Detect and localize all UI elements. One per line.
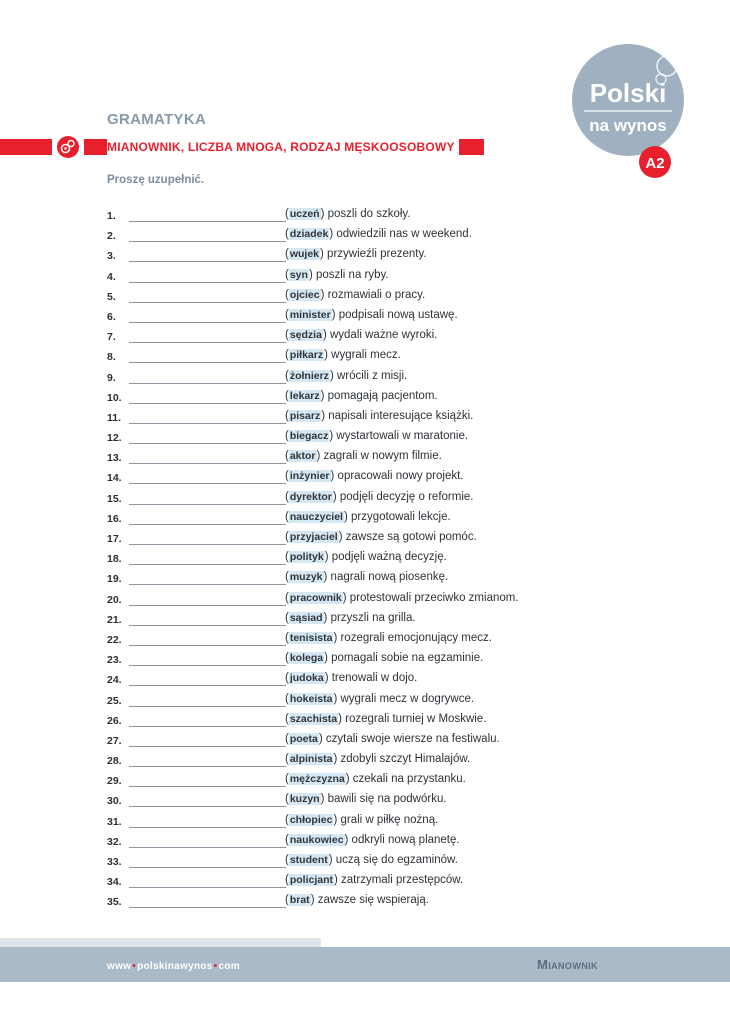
exercise-sentence: (polityk) podjęli ważną decyzję. [285, 551, 447, 564]
exercise-sentence: (sędzia) wydali ważne wyroki. [285, 329, 438, 342]
sentence-rest: ) odwiedzili nas w weekend. [329, 228, 472, 241]
exercise-row [107, 570, 667, 590]
base-word: minister [289, 308, 331, 321]
exercise-number: 28. [107, 755, 122, 768]
exercise-row [107, 490, 667, 510]
sentence-rest: ) pomagają pacjentom. [320, 389, 438, 402]
exercise-row [107, 712, 667, 732]
exercise-sentence: (pisarz) napisali interesujące książki. [285, 409, 474, 422]
base-word: piłkarz [289, 349, 324, 362]
exercise-number: 32. [107, 835, 122, 848]
answer-blank[interactable] [129, 605, 286, 606]
page-subtitle: MIANOWNIK, LICZBA MNOGA, RODZAJ MĘSKOOSOBOWY [107, 139, 459, 155]
exercise-row [107, 510, 667, 530]
exercise-sentence: (aktor) zagrali w nowym filmie. [285, 450, 442, 463]
exercise-number: 19. [107, 573, 122, 586]
sentence-rest: ) zagrali w nowym filmie. [316, 450, 442, 463]
sentence-rest: ) wygrali mecz. [324, 349, 401, 362]
exercise-number: 24. [107, 674, 122, 687]
exercise-sentence: (syn) poszli na ryby. [285, 268, 389, 281]
answer-blank[interactable] [129, 322, 286, 323]
instruction: Proszę uzupełnić. [107, 174, 205, 186]
exercise-number: 30. [107, 795, 122, 808]
exercise-number: 21. [107, 613, 122, 626]
exercise-sentence: (inżynier) opracowali nowy projekt. [285, 470, 464, 483]
answer-blank[interactable] [129, 302, 286, 303]
exercise-number: 35. [107, 896, 122, 909]
answer-blank[interactable] [129, 282, 286, 283]
answer-blank[interactable] [129, 261, 286, 262]
answer-blank[interactable] [129, 907, 286, 908]
base-word: chłopiec [289, 813, 333, 826]
sentence-rest: ) zdobyli szczyt Himalajów. [333, 753, 471, 766]
polski-na-wynos-logo [570, 44, 688, 179]
exercise-number: 10. [107, 391, 122, 404]
sentence-rest: ) trenowali w dojo. [324, 672, 418, 685]
exercise-sentence: (poeta) czytali swoje wiersze na festiwalu. [285, 732, 500, 745]
exercise-number: 31. [107, 815, 122, 828]
exercise-sentence: (wujek) przywieźli prezenty. [285, 248, 427, 261]
exercise-sentence: (mężczyzna) czekali na przystanku. [285, 773, 466, 786]
exercise-row [107, 328, 667, 348]
base-word: poeta [289, 732, 318, 745]
base-word: pisarz [289, 409, 321, 422]
base-word: muzyk [289, 571, 323, 584]
exercise-number: 17. [107, 533, 122, 545]
exercise-row [107, 813, 667, 833]
footer-topic-label: Mianownik [537, 957, 598, 972]
answer-blank[interactable] [129, 463, 286, 464]
exercise-row [107, 348, 667, 368]
base-word: sąsiad [289, 611, 323, 624]
exercise-sentence: (judoka) trenowali w dojo. [285, 672, 418, 685]
exercise-sentence: (ojciec) rozmawiali o pracy. [285, 288, 426, 301]
answer-blank[interactable] [129, 524, 286, 525]
exercise-sentence: (muzyk) nagrali nową piosenkę. [285, 571, 449, 584]
section-title: GRAMATYKA [107, 111, 207, 128]
exercise-sentence: (policjant) zatrzymali przestępców. [285, 874, 464, 887]
sentence-rest: ) pomagali sobie na egzaminie. [324, 652, 484, 665]
answer-blank[interactable] [129, 504, 286, 505]
base-word: wujek [289, 248, 320, 261]
base-word: hokeista [289, 692, 333, 705]
logo-title: Polski [589, 78, 667, 108]
exercise-row [107, 752, 667, 772]
answer-blank[interactable] [129, 887, 286, 888]
sentence-rest: ) opracowali nowy projekt. [330, 470, 464, 483]
exercise-number: 27. [107, 734, 122, 747]
answer-blank[interactable] [129, 221, 286, 222]
base-word: syn [289, 268, 308, 281]
exercise-row [107, 469, 667, 489]
sentence-rest: ) wydali ważne wyroki. [322, 329, 438, 342]
exercise-row [107, 308, 667, 328]
answer-blank[interactable] [129, 685, 286, 686]
sentence-rest: ) podjęli ważną decyzję. [324, 551, 447, 564]
base-word: naukowiec [289, 833, 344, 846]
exercise-row [107, 692, 667, 712]
sentence-rest: ) podjęli decyzję o reformie. [332, 490, 474, 503]
base-word: alpinista [289, 753, 333, 766]
sentence-rest: ) zawsze są gotowi pomóc. [338, 531, 477, 543]
sentence-rest: ) rozmawiali o pracy. [320, 288, 426, 301]
sentence-rest: ) nagrali nową piosenkę. [323, 571, 449, 584]
exercise-number: 34. [107, 876, 122, 889]
exercise-number: 13. [107, 452, 122, 465]
answer-blank[interactable] [129, 362, 286, 363]
exercise-sentence: (brat) zawsze się wspierają. [285, 894, 429, 907]
exercise-row [107, 207, 667, 227]
base-word: lekarz [289, 389, 320, 402]
answer-blank[interactable] [129, 342, 286, 343]
exercise-row [107, 732, 667, 752]
sentence-rest: ) poszli na ryby. [308, 268, 389, 281]
answer-blank[interactable] [129, 665, 286, 666]
base-word: kuzyn [289, 793, 320, 806]
exercise-row [107, 611, 667, 631]
answer-blank[interactable] [129, 645, 286, 646]
answer-blank[interactable] [129, 564, 286, 565]
exercise-number: 8. [107, 351, 116, 364]
exercise-row [107, 792, 667, 812]
answer-blank[interactable] [129, 786, 286, 787]
sentence-rest: ) poszli do szkoły. [320, 208, 411, 220]
base-word: judoka [289, 672, 324, 685]
exercise-number: 23. [107, 654, 122, 667]
exercise-number: 15. [107, 492, 122, 505]
exercise-sentence: (minister) podpisali nową ustawę. [285, 308, 458, 321]
sentence-rest: ) czytali swoje wiersze na festiwalu. [318, 732, 500, 745]
exercise-row [107, 449, 667, 469]
exercise-sentence: (nauczyciel) przygotowali lekcje. [285, 510, 451, 523]
exercise-row [107, 247, 667, 267]
base-word: student [289, 854, 328, 866]
sentence-rest: ) napisali interesujące książki. [321, 409, 474, 422]
exercise-number: 18. [107, 553, 122, 566]
base-word: brat [289, 894, 310, 907]
sentence-rest: ) rozegrali emocjonujący mecz. [333, 631, 492, 644]
exercise-number: 22. [107, 633, 122, 646]
exercise-row [107, 268, 667, 288]
base-word: żołnierz [289, 369, 329, 382]
exercise-number: 29. [107, 775, 122, 788]
base-word: biegacz [289, 430, 329, 443]
answer-blank[interactable] [129, 766, 286, 767]
exercise-row [107, 853, 667, 873]
answer-blank[interactable] [129, 383, 286, 384]
exercise-number: 26. [107, 714, 122, 727]
sentence-rest: ) przywieźli prezenty. [320, 248, 427, 261]
exercise-row [107, 772, 667, 792]
exercise-number: 4. [107, 270, 116, 283]
sentence-rest: ) uczą się do egzaminów. [328, 854, 458, 866]
exercise-number: 20. [107, 593, 122, 606]
sentence-rest: ) zatrzymali przestępców. [334, 874, 464, 887]
exercise-sentence: (przyjaciel) zawsze są gotowi pomóc. [285, 531, 477, 543]
answer-blank[interactable] [129, 726, 286, 727]
exercise-sentence: (biegacz) wystartowali w maratonie. [285, 430, 469, 443]
exercise-number: 6. [107, 310, 116, 323]
sentence-rest: ) przyszli na grilla. [323, 611, 416, 624]
answer-blank[interactable] [129, 867, 286, 868]
exercise-sentence: (żołnierz) wrócili z misji. [285, 369, 408, 382]
gears-icon [57, 136, 79, 158]
base-word: tenisista [289, 631, 333, 644]
answer-blank[interactable] [129, 746, 286, 747]
exercise-number: 14. [107, 472, 122, 485]
footer-accent [0, 938, 321, 947]
header-accent-bar [0, 139, 52, 155]
exercise-number: 7. [107, 331, 116, 344]
answer-blank[interactable] [129, 423, 286, 424]
footer [0, 947, 730, 982]
sentence-rest: ) wygrali mecz w dogrywce. [333, 692, 475, 705]
exercise-sentence: (chłopiec) grali w piłkę nożną. [285, 813, 439, 826]
sentence-rest: ) wrócili z misji. [329, 369, 408, 382]
exercise-list [107, 207, 667, 914]
exercise-sentence: (lekarz) pomagają pacjentom. [285, 389, 438, 402]
base-word: szachista [289, 712, 338, 725]
sentence-rest: ) bawili się na podwórku. [320, 793, 447, 806]
exercise-row [107, 651, 667, 671]
exercise-row [107, 288, 667, 308]
sentence-rest: ) podpisali nową ustawę. [331, 308, 458, 321]
exercise-row [107, 369, 667, 389]
exercise-sentence: (dyrektor) podjęli decyzję o reformie. [285, 490, 474, 503]
exercise-row [107, 530, 667, 550]
base-word: nauczyciel [289, 510, 343, 523]
base-word: kolega [289, 652, 324, 665]
answer-blank[interactable] [129, 706, 286, 707]
exercise-row [107, 429, 667, 449]
exercise-sentence: (dziadek) odwiedzili nas w weekend. [285, 228, 472, 241]
base-word: inżynier [289, 470, 330, 483]
exercise-number: 2. [107, 230, 116, 243]
sentence-rest: ) grali w piłkę nożną. [333, 813, 439, 826]
exercise-sentence: (alpinista) zdobyli szczyt Himalajów. [285, 753, 471, 766]
logo-subtitle: na wynos [589, 116, 667, 135]
base-word: dziadek [289, 228, 329, 241]
exercise-sentence: (tenisista) rozegrali emocjonujący mecz. [285, 631, 492, 644]
exercise-number: 33. [107, 856, 122, 868]
answer-blank[interactable] [129, 806, 286, 807]
sentence-rest: ) czekali na przystanku. [345, 773, 466, 786]
exercise-row [107, 893, 667, 913]
website-link[interactable]: www•polskinawynos•com [107, 961, 240, 972]
exercise-number: 1. [107, 210, 116, 222]
exercise-sentence: (naukowiec) odkryli nową planetę. [285, 833, 460, 846]
answer-blank[interactable] [129, 483, 286, 484]
answer-blank[interactable] [129, 443, 286, 444]
answer-blank[interactable] [129, 847, 286, 848]
exercise-number: 9. [107, 371, 116, 384]
exercise-number: 12. [107, 432, 122, 445]
sentence-rest: ) protestowali przeciwko zmianom. [342, 591, 519, 604]
exercise-row [107, 409, 667, 429]
base-word: sędzia [289, 329, 322, 342]
exercise-sentence: (kolega) pomagali sobie na egzaminie. [285, 652, 484, 665]
exercise-number: 11. [107, 411, 122, 424]
exercise-row [107, 671, 667, 691]
base-word: pracownik [289, 591, 342, 604]
base-word: dyrektor [289, 490, 332, 503]
exercise-sentence: (szachista) rozegrali turniej w Moskwie. [285, 712, 487, 725]
exercise-row [107, 873, 667, 893]
base-word: uczeń [289, 208, 320, 220]
exercise-row [107, 550, 667, 570]
exercise-number: 16. [107, 512, 122, 525]
exercise-row [107, 227, 667, 247]
exercise-number: 5. [107, 290, 116, 303]
base-word: przyjaciel [289, 531, 338, 543]
exercise-number: 25. [107, 694, 122, 707]
level-label: A2 [645, 155, 665, 172]
exercise-row [107, 591, 667, 611]
answer-blank[interactable] [129, 544, 286, 545]
answer-blank[interactable] [129, 625, 286, 626]
exercise-row [107, 833, 667, 853]
exercise-sentence: (piłkarz) wygrali mecz. [285, 349, 401, 362]
exercise-sentence: (kuzyn) bawili się na podwórku. [285, 793, 447, 806]
exercise-sentence: (pracownik) protestowali przeciwko zmianom. [285, 591, 519, 604]
base-word: policjant [289, 874, 334, 887]
exercise-sentence: (sąsiad) przyszli na grilla. [285, 611, 416, 624]
base-word: ojciec [289, 288, 320, 301]
sentence-rest: ) zawsze się wspierają. [310, 894, 429, 907]
sentence-rest: ) odkryli nową planetę. [344, 833, 460, 846]
exercise-sentence: (uczeń) poszli do szkoły. [285, 208, 411, 220]
exercise-number: 3. [107, 250, 116, 263]
exercise-sentence: (student) uczą się do egzaminów. [285, 854, 458, 866]
sentence-rest: ) rozegrali turniej w Moskwie. [338, 712, 487, 725]
sentence-rest: ) wystartowali w maratonie. [329, 430, 469, 443]
base-word: aktor [289, 450, 316, 463]
base-word: polityk [289, 551, 324, 564]
answer-blank[interactable] [129, 241, 286, 242]
answer-blank[interactable] [129, 584, 286, 585]
sentence-rest: ) przygotowali lekcje. [343, 510, 451, 523]
exercise-row [107, 631, 667, 651]
exercise-row [107, 389, 667, 409]
answer-blank[interactable] [129, 403, 286, 404]
answer-blank[interactable] [129, 827, 286, 828]
exercise-sentence: (hokeista) wygrali mecz w dogrywce. [285, 692, 475, 705]
base-word: mężczyzna [289, 773, 345, 786]
